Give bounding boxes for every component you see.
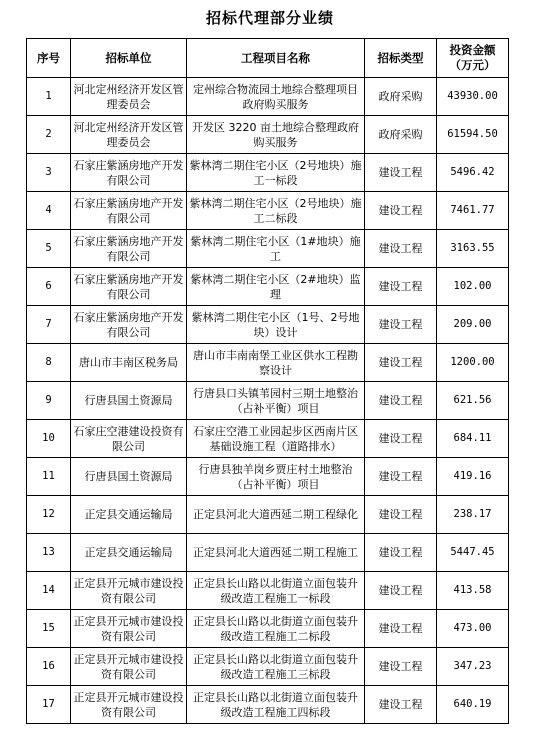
cell-unit: 河北定州经济开发区管理委员会 <box>71 78 187 116</box>
cell-no: 4 <box>27 192 71 230</box>
cell-type: 建设工程 <box>365 610 437 648</box>
cell-project: 正定县河北大道西延二期工程施工 <box>187 534 365 572</box>
cell-no: 11 <box>27 458 71 496</box>
cell-type: 建设工程 <box>365 154 437 192</box>
cell-unit: 正定县交通运输局 <box>71 496 187 534</box>
cell-type: 建设工程 <box>365 230 437 268</box>
page-title: 招标代理部分业绩 <box>205 9 334 27</box>
cell-project: 紫林湾二期住宅小区（2号地块）施工二标段 <box>187 192 365 230</box>
cell-amount: 347.23 <box>437 648 509 686</box>
table-row <box>27 78 509 116</box>
cell-project: 紫林湾二期住宅小区（1号、2号地块）设计 <box>187 306 365 344</box>
cell-amount: 7461.77 <box>437 192 509 230</box>
cell-type: 政府采购 <box>365 78 437 116</box>
cell-amount: 238.17 <box>437 496 509 534</box>
cell-project: 紫林湾二期住宅小区（2号地块）施工一标段 <box>187 154 365 192</box>
cell-amount: 43930.00 <box>437 78 509 116</box>
cell-amount: 473.00 <box>437 610 509 648</box>
cell-no: 12 <box>27 496 71 534</box>
cell-project: 紫林湾二期住宅小区（1#地块）施工 <box>187 230 365 268</box>
cell-no: 10 <box>27 420 71 458</box>
cell-type: 建设工程 <box>365 496 437 534</box>
table-header-row <box>27 39 509 78</box>
cell-unit: 正定县开元城市建设投资有限公司 <box>71 648 187 686</box>
cell-type: 建设工程 <box>365 382 437 420</box>
cell-no: 7 <box>27 306 71 344</box>
cell-no: 1 <box>27 78 71 116</box>
cell-project: 唐山市丰南南堡工业区供水工程勘察设计 <box>187 344 365 382</box>
table-row <box>27 116 509 154</box>
table-row <box>27 382 509 420</box>
table-row <box>27 496 509 534</box>
cell-project: 石家庄空港工业园起步区西南片区基础设施工程（道路排水） <box>187 420 365 458</box>
cell-project: 行唐县口头镇苇园村三期土地整治（占补平衡）项目 <box>187 382 365 420</box>
cell-type: 建设工程 <box>365 572 437 610</box>
cell-type: 建设工程 <box>365 268 437 306</box>
cell-type: 建设工程 <box>365 458 437 496</box>
cell-no: 16 <box>27 648 71 686</box>
cell-amount: 5447.45 <box>437 534 509 572</box>
cell-unit: 石家庄紫涵房地产开发有限公司 <box>71 306 187 344</box>
table-row <box>27 306 509 344</box>
cell-no: 3 <box>27 154 71 192</box>
table-row <box>27 268 509 306</box>
cell-no: 17 <box>27 686 71 724</box>
table-row <box>27 154 509 192</box>
cell-amount: 102.00 <box>437 268 509 306</box>
cell-no: 15 <box>27 610 71 648</box>
cell-project: 正定县河北大道西延二期工程绿化 <box>187 496 365 534</box>
cell-amount: 1200.00 <box>437 344 509 382</box>
cell-project: 开发区 3220 亩土地综合整理政府购买服务 <box>187 116 365 154</box>
table-row <box>27 610 509 648</box>
table-body <box>27 78 509 724</box>
cell-unit: 石家庄紫涵房地产开发有限公司 <box>71 192 187 230</box>
cell-amount: 61594.50 <box>437 116 509 154</box>
cell-unit: 正定县交通运输局 <box>71 534 187 572</box>
table-row <box>27 192 509 230</box>
cell-unit: 石家庄紫涵房地产开发有限公司 <box>71 230 187 268</box>
cell-project: 正定县长山路以北街道立面包装升级改造工程施工三标段 <box>187 648 365 686</box>
table-row <box>27 572 509 610</box>
cell-type: 建设工程 <box>365 344 437 382</box>
cell-project: 正定县长山路以北街道立面包装升级改造工程施工一标段 <box>187 572 365 610</box>
cell-no: 2 <box>27 116 71 154</box>
table-row <box>27 534 509 572</box>
cell-unit: 石家庄紫涵房地产开发有限公司 <box>71 268 187 306</box>
table-row <box>27 230 509 268</box>
performance-table <box>26 38 509 724</box>
cell-unit: 石家庄紫涵房地产开发有限公司 <box>71 154 187 192</box>
cell-amount: 3163.55 <box>437 230 509 268</box>
cell-unit: 正定县开元城市建设投资有限公司 <box>71 610 187 648</box>
cell-type: 建设工程 <box>365 192 437 230</box>
cell-no: 6 <box>27 268 71 306</box>
cell-unit: 正定县开元城市建设投资有限公司 <box>71 572 187 610</box>
header-no: 序号 <box>27 39 71 78</box>
cell-unit: 行唐县国土资源局 <box>71 382 187 420</box>
cell-type: 政府采购 <box>365 116 437 154</box>
cell-unit: 唐山市丰南区税务局 <box>71 344 187 382</box>
cell-project: 定州综合物流园土地综合整理项目政府购买服务 <box>187 78 365 116</box>
cell-unit: 石家庄空港建设投资有限公司 <box>71 420 187 458</box>
cell-amount: 209.00 <box>437 306 509 344</box>
cell-amount: 5496.42 <box>437 154 509 192</box>
table-row <box>27 458 509 496</box>
cell-amount: 684.11 <box>437 420 509 458</box>
cell-no: 14 <box>27 572 71 610</box>
table-row <box>27 686 509 724</box>
cell-project: 行唐县独羊岗乡贾庄村土地整治（占补平衡）项目 <box>187 458 365 496</box>
table-row <box>27 420 509 458</box>
header-amount-line1: 投资金额 <box>449 43 496 57</box>
cell-type: 建设工程 <box>365 686 437 724</box>
cell-amount: 419.16 <box>437 458 509 496</box>
cell-no: 8 <box>27 344 71 382</box>
cell-amount: 413.58 <box>437 572 509 610</box>
cell-project: 正定县长山路以北街道立面包装升级改造工程施工二标段 <box>187 610 365 648</box>
header-amount <box>437 39 509 78</box>
cell-no: 9 <box>27 382 71 420</box>
cell-no: 13 <box>27 534 71 572</box>
header-unit: 招标单位 <box>71 39 187 78</box>
cell-type: 建设工程 <box>365 534 437 572</box>
table-row <box>27 648 509 686</box>
cell-unit: 正定县开元城市建设投资有限公司 <box>71 686 187 724</box>
cell-no: 5 <box>27 230 71 268</box>
cell-type: 建设工程 <box>365 306 437 344</box>
table-row <box>27 344 509 382</box>
cell-amount: 621.56 <box>437 382 509 420</box>
cell-type: 建设工程 <box>365 648 437 686</box>
cell-amount: 640.19 <box>437 686 509 724</box>
cell-project: 正定县长山路以北街道立面包装升级改造工程施工四标段 <box>187 686 365 724</box>
cell-project: 紫林湾二期住宅小区（2#地块）监理 <box>187 268 365 306</box>
header-project: 工程项目名称 <box>187 39 365 78</box>
header-type: 招标类型 <box>365 39 437 78</box>
cell-type: 建设工程 <box>365 420 437 458</box>
header-amount-line2: （万元） <box>449 58 496 72</box>
cell-unit: 行唐县国土资源局 <box>71 458 187 496</box>
cell-unit: 河北定州经济开发区管理委员会 <box>71 116 187 154</box>
